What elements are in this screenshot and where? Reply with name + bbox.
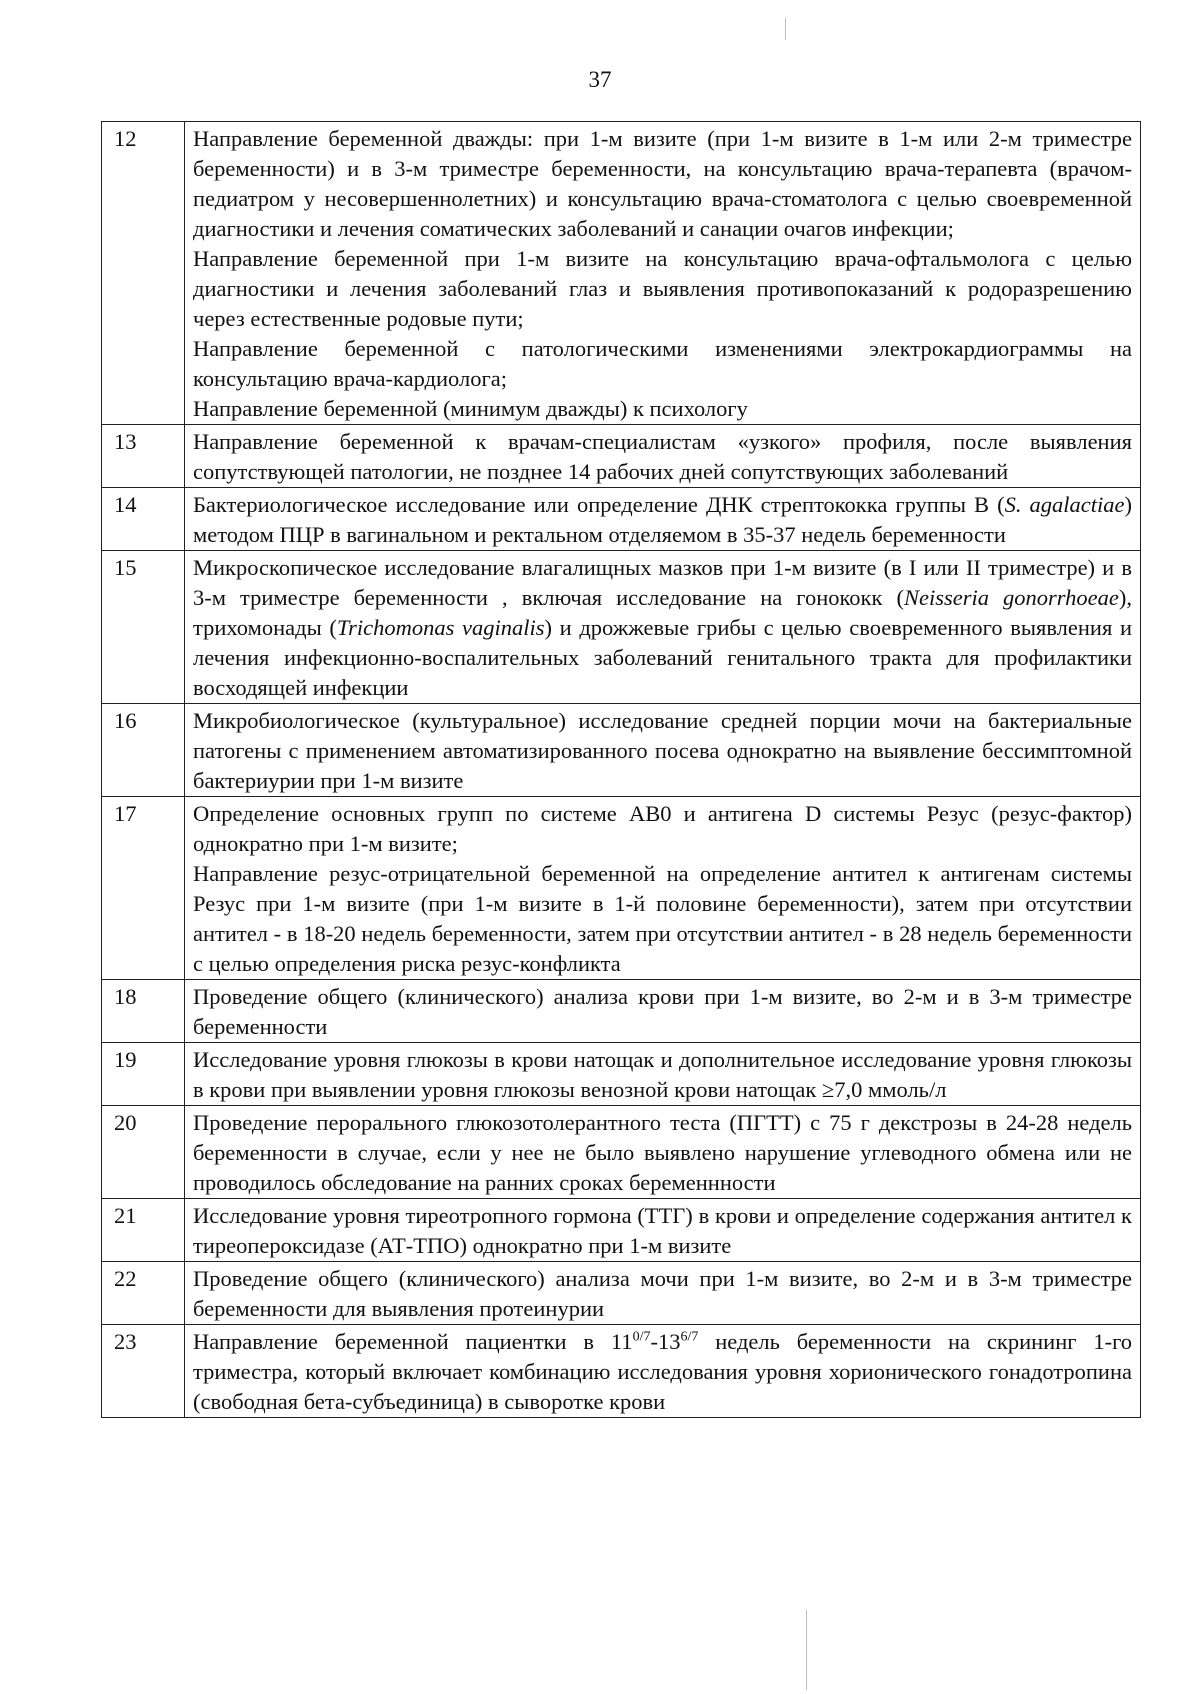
row-description: [185, 1199, 1141, 1262]
text-segment: Исследование уровня глюкозы в крови натощак и дополнительное исследование уровня глюкозы в крови при выявлении уровня глюкозы венозной крови натощак ≥7,0 ммоль/л: [193, 1047, 1132, 1102]
description-paragraph: [193, 427, 1132, 487]
text-segment: Проведение перорального глюкозотолерантного теста (ПГТТ) с 75 г декстрозы в 24-28 недель беременности в случае, если у нее не было выявлено нарушение углеводного обмена или не проводилось обследование на ранних сроках беременнности: [193, 1110, 1132, 1195]
scan-mark-bottom: [806, 1610, 807, 1690]
row-number: 12: [102, 122, 185, 425]
text-segment: Направление беременной к врачам-специалистам «узкого» профиля, после выявления сопутствующей патологии, не позднее 14 рабочих дней сопутствующих заболеваний: [193, 429, 1132, 484]
text-segment: Исследование уровня тиреотропного гормона (ТТГ) в крови и определение содержания антител к тиреопероксидазе (АТ-ТПО) однократно при 1-м визите: [193, 1203, 1132, 1258]
description-paragraph: [193, 982, 1132, 1042]
text-segment: ) и дрожжевые грибы с целью своевременного выявления и лечения инфекционно-воспалительных заболеваний генитального тракта для профилактики восходящей инфекции: [193, 615, 1132, 700]
row-number: 17: [102, 797, 185, 980]
row-description: [185, 425, 1141, 488]
row-number: 14: [102, 488, 185, 551]
description-paragraph: [193, 334, 1132, 394]
description-paragraph: [193, 1264, 1132, 1324]
row-description: [185, 1043, 1141, 1106]
text-segment: недель беременности на скрининг 1-го триместра, который включает комбинацию исследования уровня хорионического гонадотропина (свободная бета-субъединица) в сыворотке крови: [193, 1329, 1133, 1414]
text-segment: Проведение общего (клинического) анализа мочи при 1-м визите, во 2-м и в 3-м триместре беременности для выявления протеинурии: [193, 1266, 1132, 1321]
row-number: 22: [102, 1262, 185, 1325]
row-number: 13: [102, 425, 185, 488]
table-row: [102, 1325, 1141, 1418]
table-row: [102, 1106, 1141, 1199]
text-segment: Направление беременной (минимум дважды) к психологу: [193, 396, 748, 421]
scan-mark-top: [785, 18, 786, 40]
description-paragraph: [193, 1045, 1132, 1105]
latin-species-name: S. agalactiae: [1004, 492, 1125, 517]
table-row: [102, 488, 1141, 551]
description-paragraph: [193, 859, 1132, 979]
latin-species-name: Neisseria gonorrhoeae: [903, 585, 1119, 610]
row-number: 21: [102, 1199, 185, 1262]
description-paragraph: [193, 490, 1132, 550]
description-paragraph: [193, 124, 1132, 244]
description-paragraph: [193, 1108, 1132, 1198]
description-paragraph: [193, 706, 1132, 796]
page-number: 37: [588, 67, 612, 92]
description-paragraph: [193, 799, 1132, 859]
text-segment: Направление беременной дважды: при 1-м визите (при 1-м визите в 1-м или 2-м триместре беременности) и в 3-м триместре беременности, на консультацию врача-терапевта (врачом-педиатром у несовершеннолетних) и консультацию врача-стоматолога с целью своевременной диагностики и лечения соматических заболеваний и санации очагов инфекции;: [193, 126, 1132, 241]
procedures-table-body: [102, 122, 1141, 1418]
text-segment: Направление беременной при 1-м визите на консультацию врача-офтальмолога с целью диагностики и лечения заболеваний глаз и выявления противопоказаний к родоразрешению через естественные родовые пути;: [193, 246, 1132, 331]
row-description: [185, 488, 1141, 551]
row-description: [185, 1325, 1141, 1418]
text-segment: Микроскопическое исследование влагалищных мазков при 1-м визите (в I или II триместре) и в 3-м триместре беременности , включая исследование на гонококк (: [193, 555, 1132, 610]
description-paragraph: [193, 394, 1132, 424]
row-description: [185, 1262, 1141, 1325]
table-row: [102, 704, 1141, 797]
table-row: [102, 551, 1141, 704]
text-segment: Направление беременной с патологическими изменениями электрокардиограммы на консультацию врача-кардиолога;: [193, 336, 1132, 391]
row-description: [185, 1106, 1141, 1199]
table-row: [102, 1262, 1141, 1325]
row-number: 23: [102, 1325, 185, 1418]
description-paragraph: [193, 1327, 1132, 1417]
table-row: [102, 425, 1141, 488]
text-segment: Определение основных групп по системе АВ0 и антигена D системы Резус (резус-фактор) однократно при 1-м визите;: [193, 801, 1132, 856]
description-paragraph: [193, 244, 1132, 334]
table-row: [102, 1199, 1141, 1262]
row-number: 16: [102, 704, 185, 797]
week-day-superscript: 0/7: [632, 1329, 651, 1345]
row-description: [185, 980, 1141, 1043]
row-number: 15: [102, 551, 185, 704]
text-segment: -13: [650, 1329, 681, 1354]
row-description: [185, 797, 1141, 980]
text-segment: Проведение общего (клинического) анализа крови при 1-м визите, во 2-м и в 3-м триместре беременности: [193, 984, 1132, 1039]
row-number: 18: [102, 980, 185, 1043]
text-segment: ) методом ПЦР в вагинальном и ректальном отделяемом в 35-37 недель беременности: [193, 492, 1132, 547]
row-number: 19: [102, 1043, 185, 1106]
row-description: [185, 122, 1141, 425]
text-segment: Микробиологическое (культуральное) исследование средней порции мочи на бактериальные патогены с применением автоматизированного посева однократно на выявление бессимптомной бактериурии при 1-м визите: [193, 708, 1132, 793]
table-row: [102, 980, 1141, 1043]
text-segment: Бактериологическое исследование или определение ДНК стрептококка группы В (: [193, 492, 1005, 517]
table-row: [102, 797, 1141, 980]
text-segment: Направление беременной пациентки в 11: [193, 1329, 633, 1354]
table-row: [102, 122, 1141, 425]
description-paragraph: [193, 1201, 1132, 1261]
row-number: 20: [102, 1106, 185, 1199]
procedures-table: [101, 121, 1141, 1418]
text-segment: ), трихомонады (: [193, 585, 1132, 640]
week-day-superscript: 6/7: [680, 1329, 699, 1345]
text-segment: Направление резус-отрицательной беременной на определение антител к антигенам системы Резус при 1-м визите (при 1-м визите в 1-й половине беременности), затем при отсутствии антител - в 18-20 недель беременности, затем при отсутствии антител - в 28 недель беременности с целью определения риска резус-конфликта: [193, 861, 1132, 976]
description-paragraph: [193, 553, 1132, 703]
latin-species-name: Trichomonas vaginalis: [336, 615, 545, 640]
row-description: [185, 551, 1141, 704]
table-row: [102, 1043, 1141, 1106]
row-description: [185, 704, 1141, 797]
